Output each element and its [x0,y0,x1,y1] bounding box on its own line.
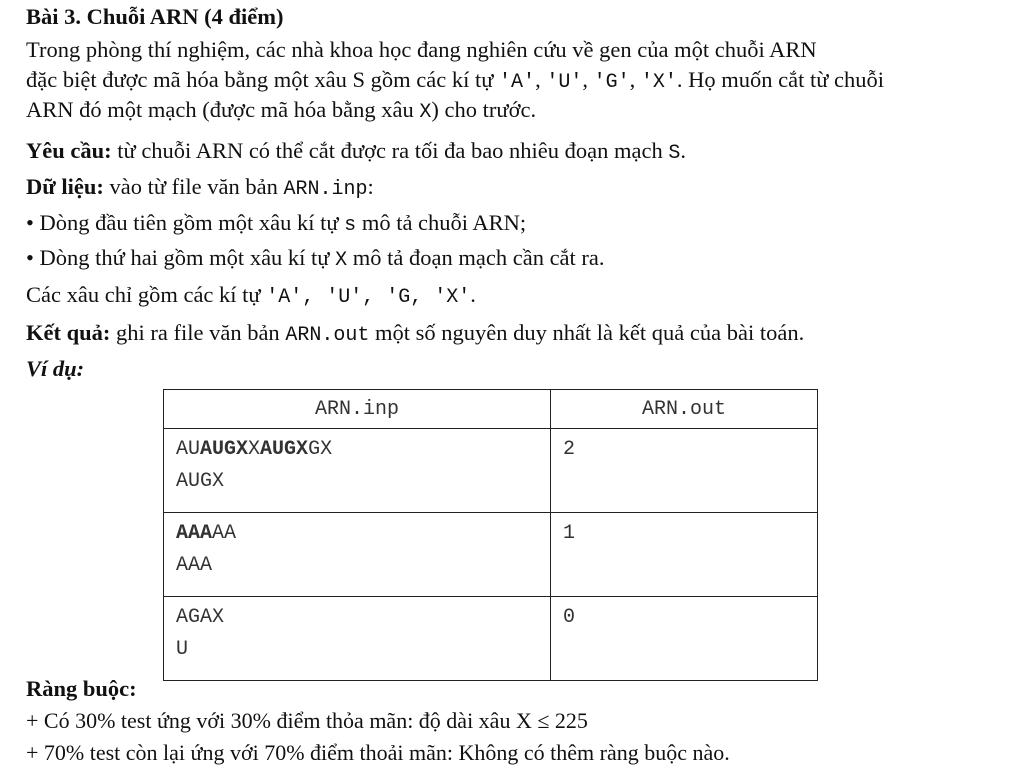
input-x: AAA [176,554,213,577]
intro-text-1: Trong phòng thí nghiệm, các nhà khoa học đang nghiên cứu về gen của một chuỗi ARN [26,37,817,62]
input-filename: ARN.inp [283,178,368,201]
code-x: X [419,101,432,124]
output-cell [551,597,818,681]
intro-line-2: đặc biệt được mã hóa bằng một xâu S gồm các kí tự 'A', 'U', 'G', 'X'. Họ muốn cắt từ chuỗi [26,67,885,94]
constraint-item-1: + Có 30% test ứng với 30% điểm thỏa mãn: độ dài xâu X ≤ 225 [26,708,588,733]
constraint-item-2: + 70% test còn lại ứng với 70% điểm thoải mãn: Không có thêm ràng buộc nào. [26,740,730,765]
output-value: 1 [563,522,576,545]
output-value: 0 [563,606,576,629]
table-row [164,429,818,513]
table-row [164,513,818,597]
requirement-label: Yêu cầu: [26,138,112,163]
input-x: AUGX [176,470,225,493]
input-end: : [367,174,374,199]
output-line [26,318,804,351]
input-s [176,602,538,634]
intro-line-1 [26,35,817,65]
s-part: X [248,438,261,461]
bullet-2-text-a: • Dòng thứ hai gồm một xâu kí tự [26,245,336,270]
s-part: AU [176,438,201,461]
input-line [26,172,374,205]
output-end: một số nguyên duy nhất là kết quả của bài toán. [369,320,805,345]
output-cell [551,429,818,513]
header-input: ARN.inp [164,390,551,429]
chars-list: 'A', 'U', 'G, 'X' [266,286,471,309]
s-part-match: AUGX [260,438,309,461]
chars-line [26,280,476,313]
code-x-bullet: X [335,249,348,272]
input-cell [164,429,551,513]
input-s [176,518,538,550]
bullet-1-text-b: mô tả chuỗi ARN; [356,210,527,235]
char-u: 'U' [546,71,583,94]
input-bullet-1 [26,208,526,241]
input-text: vào từ file văn bản [103,174,284,199]
output-filename: ARN.out [285,324,370,347]
intro-text-2b: . Họ muốn cắt từ chuỗi [676,67,885,92]
s-part: AA [212,522,237,545]
requirement-text: từ chuỗi ARN có thể cắt được ra tối đa bao nhiêu đoạn mạch [111,138,669,163]
char-x: 'X' [640,71,677,94]
requirement-end: . [680,138,687,163]
problem-title: Bài 3. Chuỗi ARN (4 điểm) [26,4,284,29]
input-x: U [176,638,189,661]
intro-text-3a: ARN đó một mạch (được mã hóa bằng xâu [26,97,420,122]
char-a: 'A' [499,71,536,94]
output-value: 2 [563,438,576,461]
intro-line-3 [26,95,536,128]
input-s [176,434,538,466]
s-part-match: AAA [176,522,213,545]
constraints-label: Ràng buộc: [26,676,137,701]
chars-end: . [470,282,476,307]
input-label: Dữ liệu: [26,174,104,199]
s-part-match: AUGX [200,438,249,461]
char-g: 'G' [593,71,630,94]
code-s: S [668,142,681,165]
bullet-1-text-a: • Dòng đầu tiên gồm một xâu kí tự [26,210,345,235]
header-output: ARN.out [551,390,818,429]
output-cell [551,513,818,597]
s-part: GX [308,438,333,461]
output-text: ghi ra file văn bản [110,320,286,345]
output-label: Kết quả: [26,320,111,345]
input-cell [164,513,551,597]
requirement-line [26,136,686,169]
input-cell [164,597,551,681]
bullet-2-text-b: mô tả đoạn mạch cần cắt ra. [347,245,605,270]
input-bullet-2 [26,243,605,276]
table-header-row [164,390,818,429]
table-row [164,597,818,681]
intro-text-3b: ) cho trước. [431,97,537,122]
intro-text-2a: đặc biệt được mã hóa bằng một xâu S gồm các kí tự [26,67,500,92]
example-label: Ví dụ: [26,356,85,381]
examples-table [163,389,818,681]
chars-text: Các xâu chỉ gồm các kí tự [26,282,267,307]
code-s-lower: s [344,214,357,237]
s-part: AGAX [176,606,225,629]
